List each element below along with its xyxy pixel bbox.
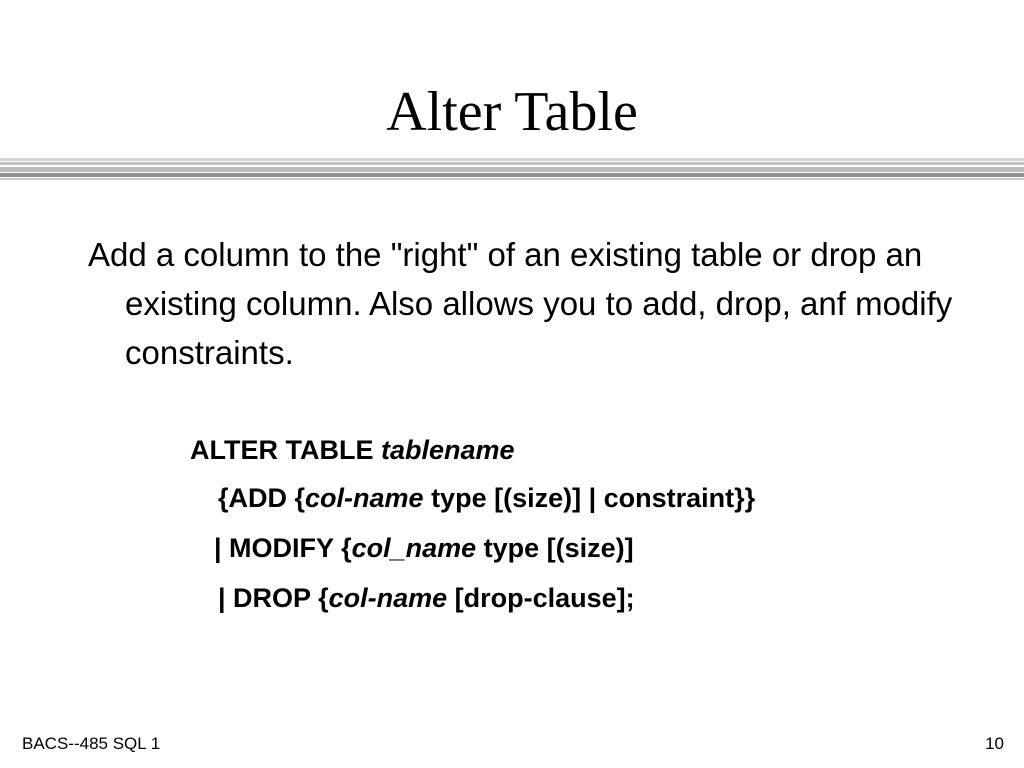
- syntax-line-alter: [190, 426, 515, 474]
- syntax-suffix: [drop-clause];: [447, 583, 635, 613]
- syntax-line-drop: [218, 574, 635, 622]
- description-paragraph: Add a column to the "right" of an existing table or drop an existing column. Also allows you to add, drop, anf modify constraints.: [88, 236, 953, 371]
- syntax-placeholder: col_name: [351, 533, 477, 563]
- footer-course-label: BACS--485 SQL 1: [22, 734, 161, 753]
- syntax-prefix: {ADD {: [218, 483, 306, 513]
- slide-title: Alter Table: [386, 81, 638, 143]
- footer-page-number: 10: [985, 734, 1004, 753]
- syntax-placeholder: tablename: [380, 435, 515, 465]
- syntax-line-modify: [214, 524, 634, 572]
- syntax-suffix: type [(size)]: [476, 533, 634, 563]
- title-divider-line: [0, 158, 1024, 161]
- syntax-prefix: | MODIFY {: [214, 533, 352, 563]
- title-divider-line: [0, 173, 1024, 177]
- syntax-placeholder: col-name: [305, 483, 424, 513]
- syntax-keyword: ALTER TABLE: [190, 435, 381, 465]
- syntax-line-add: [218, 474, 755, 522]
- syntax-placeholder: col-name: [328, 583, 448, 613]
- syntax-suffix: type [(size)] | constraint}}: [423, 483, 756, 513]
- title-divider-line: [0, 178, 1024, 180]
- syntax-prefix: | DROP {: [218, 583, 329, 613]
- title-divider-line: [0, 167, 1024, 172]
- title-divider-line: [0, 162, 1024, 165]
